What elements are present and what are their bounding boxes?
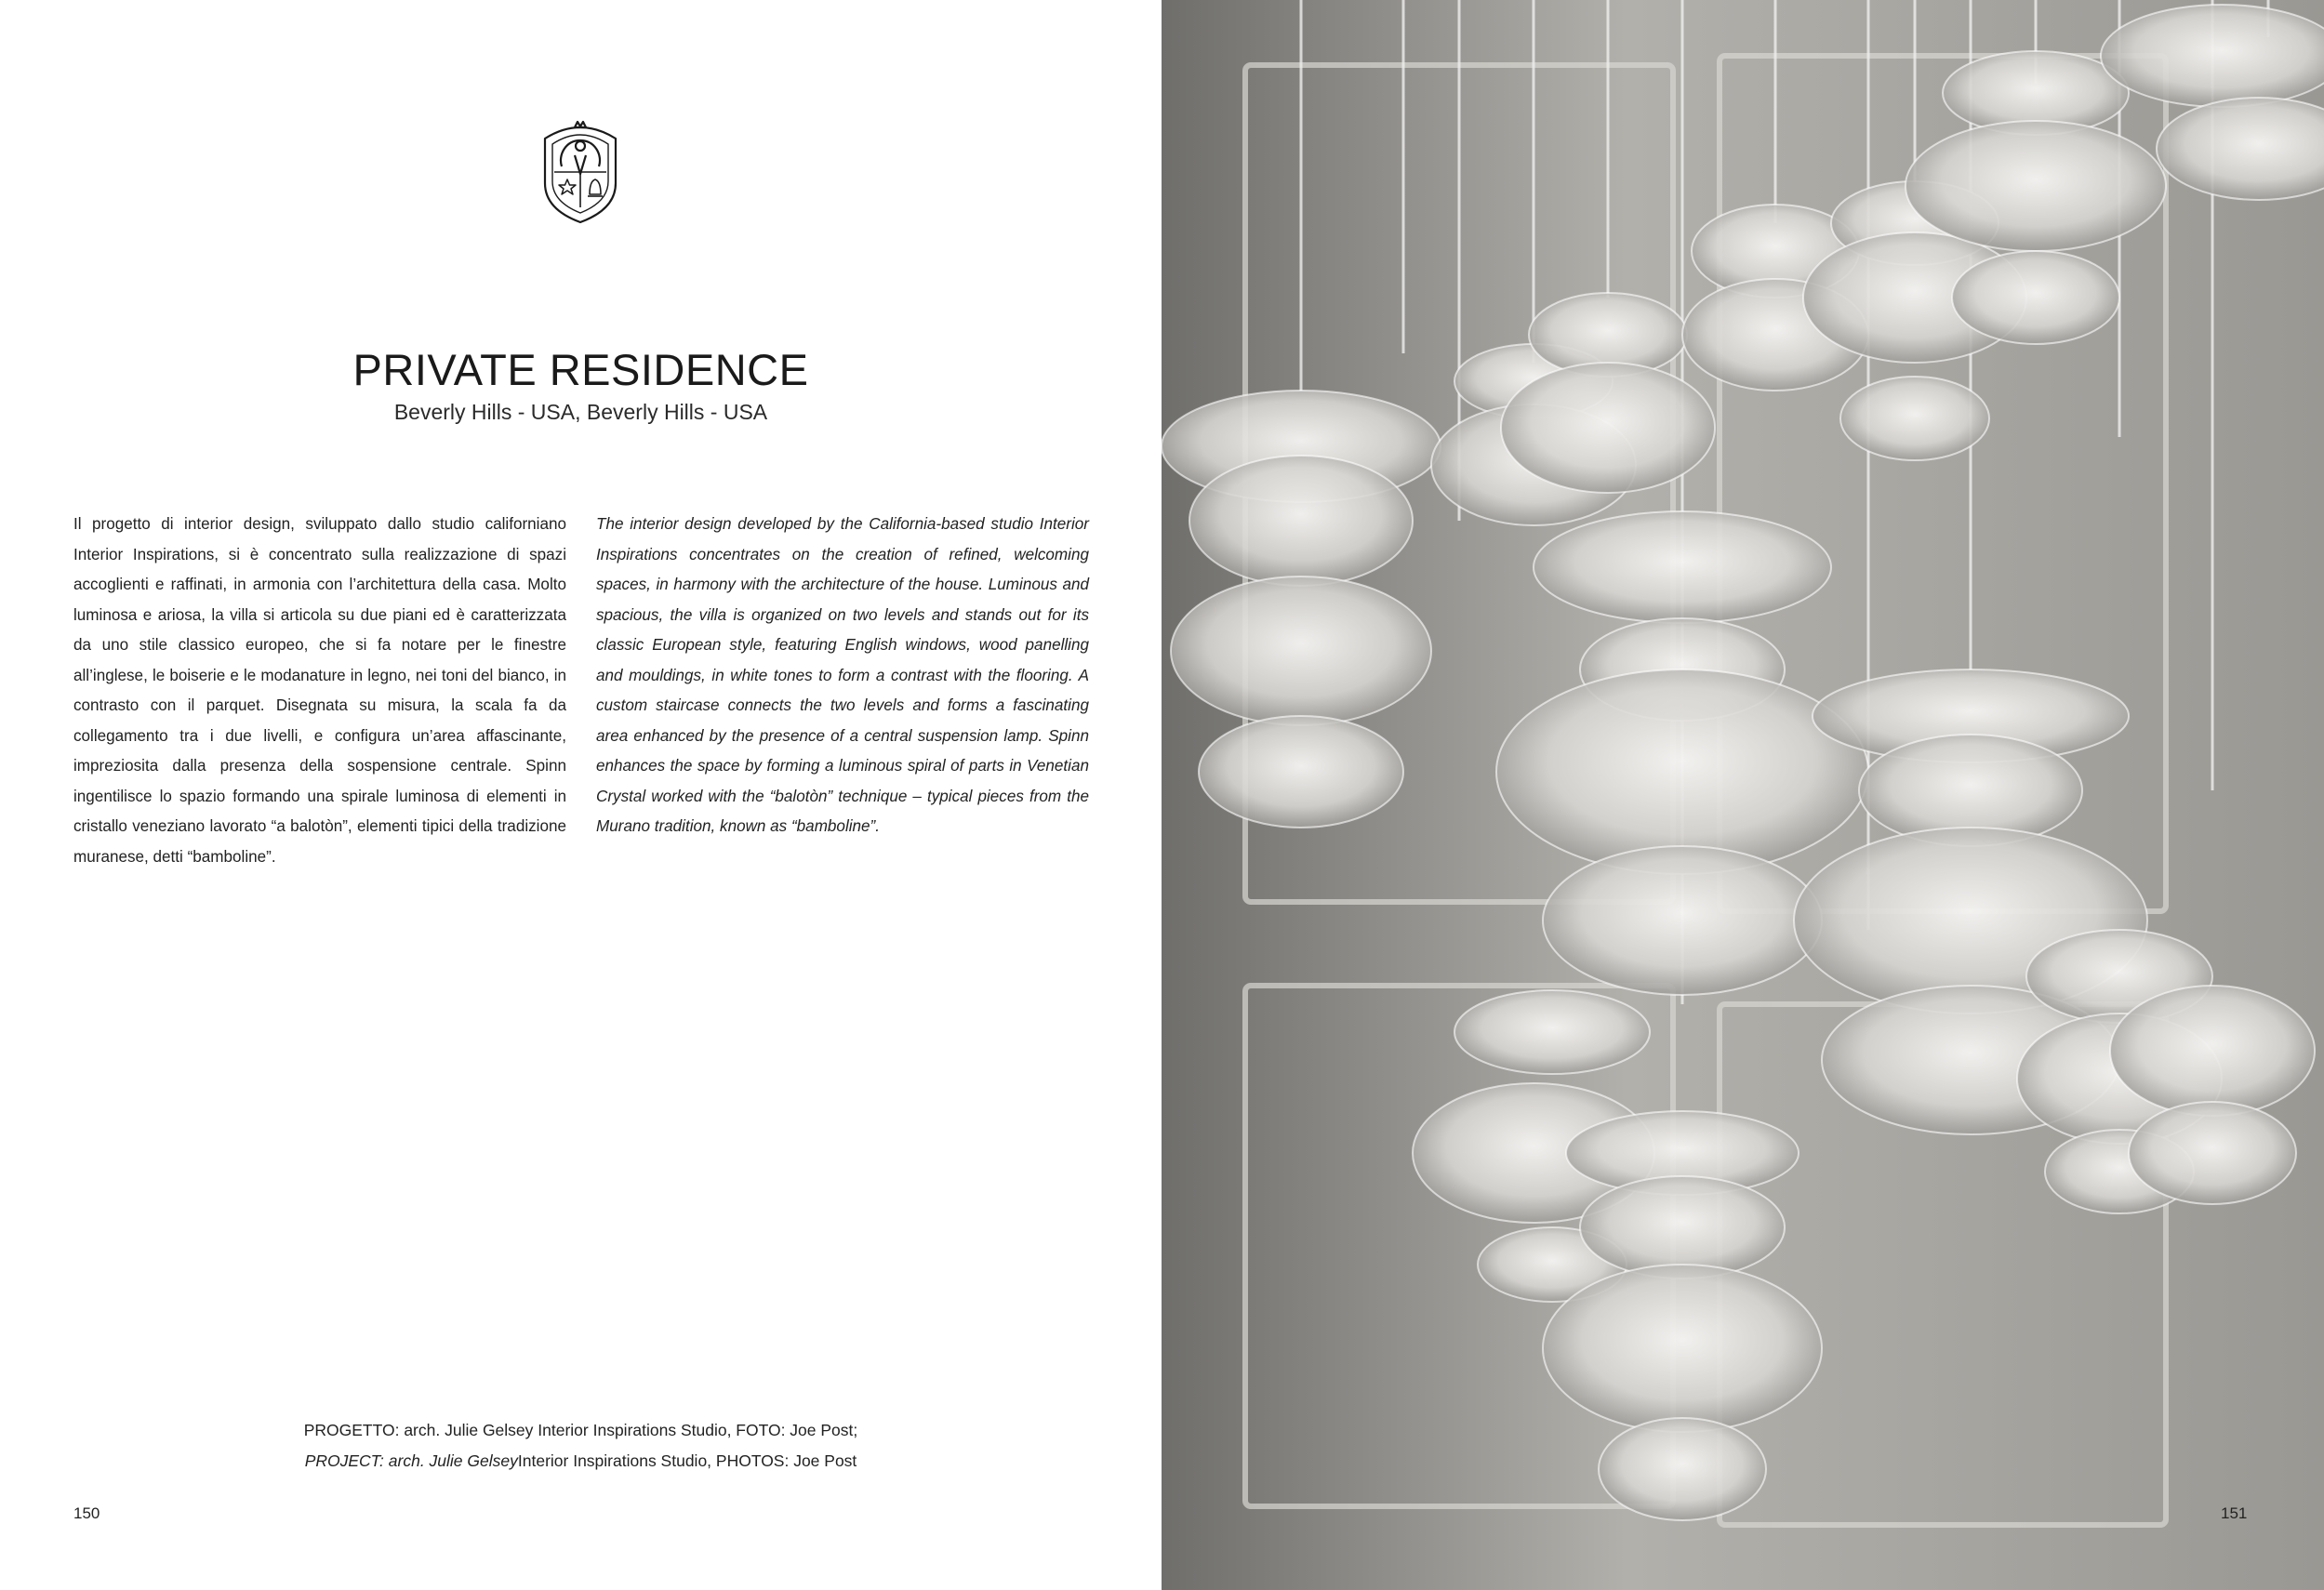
credit-line-italian: PROGETTO: arch. Julie Gelsey Interior Inspirations Studio, FOTO: Joe Post; [303,1421,858,1439]
credit-english-italic: PROJECT: arch. Julie Gelsey [304,1451,518,1470]
credit-english-plain: Interior Inspirations Studio, PHOTOS: Joe Post [517,1451,857,1470]
italic-text-column-italian: Il progetto di interior design, sviluppato dallo studio californiano Interior Inspirations, si è concentrato sulla realizzazione di spazi accoglienti e raffinati, in armonia con l’architettura della casa. Molto luminosa e ariosa, la villa si articola su due piani ed è caratterizzata da uno stile classico europeo, che si fa notare per le finestre all’inglese, le boiserie e le modanature in legno, nei toni del bianco, in contrasto con il parquet. Disegnata su misura, la scala fa da collegamento tra i due livelli, e configura un’area affascinante, impreziosita dalla presenza della sospensione centrale. Spinn ingentilisce lo spazio formando una spirale luminosa di elementi in cristallo veneziano lavorato “a balotòn”, elementi tipici della tradizione muranese, detti “bamboline”. [73,515,566,866]
location-subtitle: Beverly Hills - USA, Beverly Hills - USA [393,400,768,424]
right-page [1162,0,2324,1590]
page-title: PRIVATE RESIDENCE [352,345,809,394]
heraldic-crest-icon [538,118,623,226]
page-number-right: 151 [2221,1504,2248,1522]
page-number-left: 150 [73,1504,100,1522]
credit-line-english [0,1451,1162,1471]
text-column-english: The interior design developed by the California-based studio Interior Inspirations concentrates on the creation of refined, welcoming spaces, in harmony with the architecture of the house. Luminous and spacious, the villa is organized on two levels and stands out for its classic European style, featuring English windows, wood panelling and mouldings, in white tones to form a contrast with the flooring. A custom staircase connects the two levels and forms a fascinating area enhanced by the presence of a central suspension lamp. Spinn enhances the space by forming a luminous spiral of parts in Venetian Crystal worked with the “balotòn” technique – typical pieces from the Murano tradition, known as “bamboline”. [596,515,1089,835]
crystal-pendant-lamps-photo [1162,0,2324,1590]
